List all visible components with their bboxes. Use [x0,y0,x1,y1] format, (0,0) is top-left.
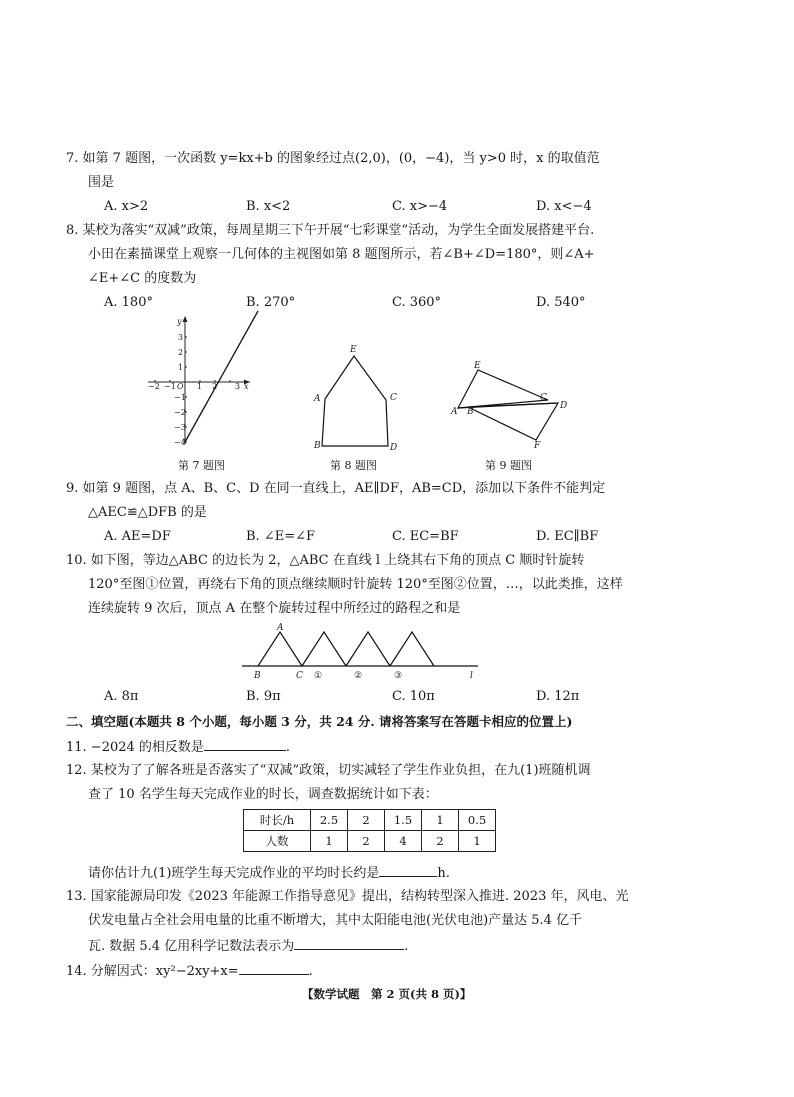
q10-label-a: A [277,623,284,633]
table-row [244,831,496,852]
q10-option-c: C. 10π [392,689,435,704]
fig7-x-label: x [244,382,249,391]
fig9-label-d: D [560,401,568,411]
fig7-xtick: 3 [235,382,241,391]
table-cell: 2 [348,831,385,852]
q12-answer-blank[interactable] [379,863,437,877]
table-header-cell: 1.5 [385,810,422,831]
q8-option-a: A. 180° [104,295,153,310]
q9-option-d: D. EC∥BF [536,529,599,544]
q12-line3 [88,863,450,883]
fig8-caption: 第 8 题图 [330,459,377,472]
q10-line1: 10. 如下图，等边△ABC 的边长为 2，△ABC 在直线 l 上绕其右下角的顶点 C 顺时针旋转 [66,553,585,568]
q9-option-a: A. AE=DF [104,529,171,544]
q7-option-a: A. x>2 [104,199,149,214]
table-header-cell: 2.5 [311,810,348,831]
fig9-label-e: E [474,361,481,371]
section2-heading: 二、填空题(本题共 8 个小题，每小题 3 分，共 24 分. 请将答案写在答题卡相应的位置上) [66,714,573,729]
fig7-origin-label: O [177,382,184,391]
fig9-label-c: C [540,393,547,403]
fig7-ytick: −4 [174,438,186,447]
q7-option-d: D. x<−4 [536,199,592,214]
q8-line1: 8. 某校为落实“双减”政策，每周星期三下午开展“七彩课堂”活动，为学生全面发展搭建平台. [66,223,595,238]
table-header-cell: 时长/h [244,810,311,831]
q14-answer-blank[interactable] [239,961,309,975]
q8-option-c: C. 360° [392,295,442,310]
q10-rotation-figure [238,622,488,682]
q13-answer-blank[interactable] [294,936,404,950]
fig9-label-a: A [451,407,458,417]
fig9-caption: 第 9 题图 [485,459,532,472]
q10-option-b: B. 9π [246,689,281,704]
q12-line1: 12. 某校为了了解各班是否落实了“双减”政策，切实减轻了学生作业负担，在九(1)班随机调 [66,763,591,778]
table-row [244,810,496,831]
fig9-label-b: B [467,407,474,417]
q11-text: 11. −2024 的相反数是 [66,740,204,755]
q7-line2: 围是 [88,175,115,190]
table-header-cell: 2 [348,810,385,831]
table-cell: 2 [422,831,459,852]
fig8-label-b: B [314,441,321,451]
fig7-caption: 第 7 题图 [178,459,225,472]
table-cell: 1 [311,831,348,852]
q8-option-b: B. 270° [246,295,296,310]
q10-label-3: ③ [394,671,403,681]
q10-label-c: C [296,671,303,681]
q13-line3-text: 瓦. 数据 5.4 亿用科学记数法表示为 [88,939,295,954]
q10-label-b: B [254,671,261,681]
q10-label-2: ② [354,671,363,681]
table-header-cell: 1 [422,810,459,831]
fig9-label-f: F [534,441,541,450]
page-footer: 【数学试题 第 2 页(共 8 页)】 [302,987,472,1001]
q10-option-d: D. 12π [536,689,580,704]
q10-triangle-abc [258,632,302,666]
q7-option-b: B. x<2 [246,199,291,214]
fig7-function-line [185,311,258,442]
q10-line2: 120°至图①位置，再绕右下角的顶点继续顺时针旋转 120°至图②位置，…，以此类推，这样 [88,577,623,592]
table-cell: 人数 [244,831,311,852]
q14-line [66,961,313,981]
q8-line3: ∠E+∠C 的度数为 [88,271,197,286]
fig8-label-e: E [350,345,357,355]
fig8-label-c: C [390,393,397,403]
fig7-ytick: −3 [174,423,186,432]
fig8-label-d: D [390,443,398,453]
q10-triangle-3 [390,632,434,666]
q14-text: 14. 分解因式：xy²−2xy+x= [66,964,239,979]
q11-answer-blank[interactable] [204,737,286,751]
fig7-ytick: −1 [174,393,186,402]
fig8-shape [322,356,388,446]
q8-line2: 小田在素描课堂上观察一几何体的主视图如第 8 题图所示，若∠B+∠D=180°，则∠A+ [88,247,595,262]
q9-option-b: B. ∠E=∠F [246,529,316,544]
q13-tail: . [404,939,409,954]
fig8-pentagon [308,342,400,454]
q9-option-c: C. EC=BF [392,529,459,544]
fig7-ytick: 1 [178,363,184,372]
fig9-triangle-aec [458,370,548,408]
q7-line1: 7. 如第 7 题图，一次函数 y=kx+b 的图象经过点(2,0)，(0，−4)，当 y>0 时，x 的取值范 [66,151,600,166]
q12-line3-text: 请你估计九(1)班学生每天完成作业的平均时长约是 [88,866,380,881]
q13-line2: 伏发电量占全社会用电量的比重不断增大，其中太阳能电池(光伏电池)产量达 5.4 亿千 [88,913,583,928]
table-header-cell: 0.5 [459,810,496,831]
q12-unit: h. [437,866,450,881]
q11-line [66,737,290,757]
fig7-y-arrow [183,316,188,322]
fig9-triangles [448,358,578,450]
q10-option-a: A. 8π [104,689,139,704]
q10-label-1: ① [314,671,323,681]
fig7-xtick: 2 [212,382,218,391]
fig9-triangle-dfb [468,403,558,440]
q11-tail: . [285,740,291,755]
q9-line1: 9. 如第 9 题图，点 A、B、C、D 在同一直线上，AE∥DF，AB=CD，添加以下条件不能判定 [66,481,606,496]
fig7-graph [140,310,270,450]
q12-data-table [243,809,496,852]
fig7-ytick: 3 [178,333,184,342]
q8-option-d: D. 540° [536,295,586,310]
q13-line1: 13. 国家能源局印发《2023 年能源工作指导意见》提出，结构转型深入推进. 2023 年，风电、光 [66,889,629,904]
fig8-label-a: A [314,394,321,404]
fig7-xtick: 1 [197,382,203,391]
q10-label-l: l [470,671,473,681]
q14-tail: . [308,964,313,979]
fig7-xtick: −1 [164,382,176,391]
q7-option-c: C. x>−4 [392,199,448,214]
q10-triangle-2 [346,632,390,666]
fig7-y-label: y [177,317,182,326]
q9-line2: △AEC≌△DFB 的是 [88,505,207,520]
fig7-ytick: −2 [174,408,186,417]
fig7-xtick: −2 [148,382,160,391]
q13-line3 [88,936,408,956]
q10-line3: 连续旋转 9 次后，顶点 A 在整个旋转过程中所经过的路程之和是 [88,601,461,616]
table-cell: 4 [385,831,422,852]
q10-triangle-1 [302,632,346,666]
q12-line2: 查了 10 名学生每天完成作业的时长，调查数据统计如下表： [88,787,438,802]
fig7-ytick: 2 [178,348,184,357]
table-cell: 1 [459,831,496,852]
